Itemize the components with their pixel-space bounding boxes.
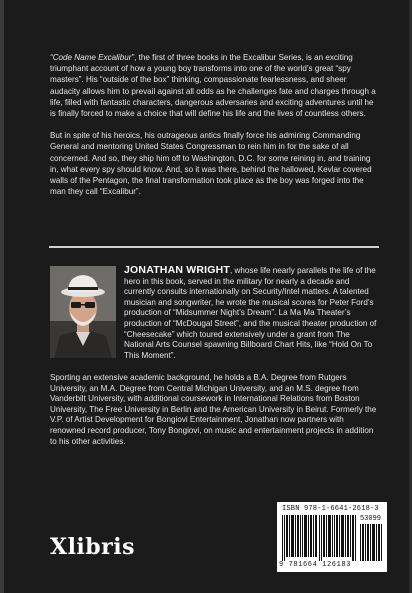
author-education: Sporting an extensive academic background, he holds a B.A. Degree from Rutgers University, an M.A. Degree from Central Michigan University, and an M.S. degree from Vanderbilt University, with additional coursework in International Relations from Boston University, The Free University in Berlin and the American University in Beirut. Formerly the V.P. of Artist Development for Bongiovi Entertainment, Jonathan now partners with renowned record producer, Tony Bongiovi, on music and entertainment projects in addition to his other activities. xyxy=(50,373,377,446)
barcode xyxy=(277,502,387,572)
divider xyxy=(49,246,379,248)
author-bio-text: , whose life nearly parallels the life of the hero in this book, served in the military for nearly a decade and currently consults internationally on Security/Intel matters. A talented musician and songwriter, he wrote the musical scores for Peter Ford’s production of “Midsummer Night’s Dream”. La Ma Ma Theater’s production of “McDougal Street”, and the musical theater production of “Cheesecake” which toured extensively under a grant from The National Arts Counsel spawning Billboard Chart Hits, like “Hold On To This Moment”. xyxy=(124,266,377,360)
spine-edge xyxy=(0,0,4,593)
author-photo xyxy=(50,266,116,358)
publisher-logo: Xlibris xyxy=(50,534,136,560)
blurb-paragraph-1 xyxy=(50,52,376,119)
blurb-paragraph-2: But in spite of his heroics, his outrageous antics finally force his admiring Commanding General and mentoring United States Congressman to rein him in for the sake of all concerned. And so, they ship him off to Washington, D.C. for some reining in, and training in, what every spy should know. And, so it was there, behind the hallowed, Kevlar covered walls of the Pentagon, the final transformation took place as the boy was forged into the man they call “Excalibur”. xyxy=(50,131,372,197)
author-bio xyxy=(124,265,380,361)
ean-barcode xyxy=(282,515,358,561)
isbn-label: ISBN 978-1-6641-2618-3 xyxy=(282,505,379,513)
blurb-p1-text: , the first of three books in the Excalibur Series, is an exciting triumphant account of how a young boy transforms into one of the world’s great “spy masters”. His “outside of the box” thinking, compassionate fearlessness, and sheer audacity allows him to prevail against all odds as he challenges fate and charges through a life, filled with fantastic characters, dangerous adversaries and exciting adventures until he is finally forced to make a choice that will define his life and the lives of countless others. xyxy=(50,53,376,119)
addon-barcode xyxy=(360,524,382,561)
book-title: “Code Name Excalibur” xyxy=(50,53,135,62)
price-code: 53099 xyxy=(359,515,381,523)
book-blurb xyxy=(50,52,376,208)
author-name: JONATHAN WRIGHT xyxy=(124,264,231,276)
barcode-digits: 9 781664 126183 xyxy=(279,561,352,569)
